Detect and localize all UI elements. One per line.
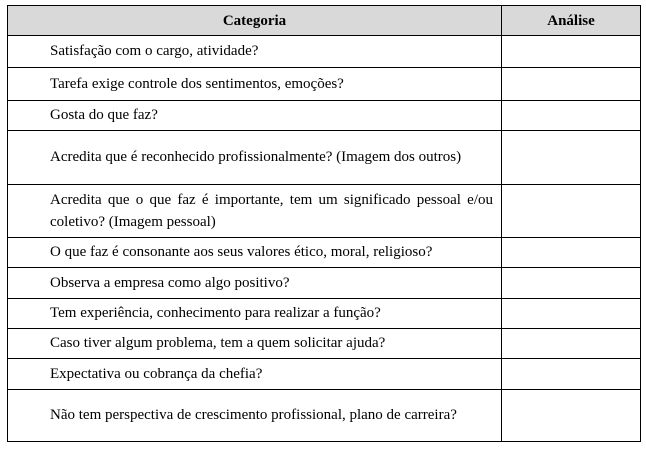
category-cell: Expectativa ou cobrança da chefia? (8, 359, 502, 390)
table-header-row (8, 6, 641, 36)
category-cell: Gosta do que faz? (8, 101, 502, 131)
table-row (8, 299, 641, 329)
table-row (8, 268, 641, 299)
table-row (8, 101, 641, 131)
analysis-cell[interactable] (502, 101, 641, 131)
category-cell: O que faz é consonante aos seus valores ético, moral, religioso? (8, 238, 502, 268)
analysis-cell[interactable] (502, 359, 641, 390)
header-category: Categoria (8, 6, 502, 36)
category-cell: Tarefa exige controle dos sentimentos, emoções? (8, 68, 502, 101)
header-analysis: Análise (502, 6, 641, 36)
category-cell: Observa a empresa como algo positivo? (8, 268, 502, 299)
table-row (8, 36, 641, 68)
analysis-cell[interactable] (502, 131, 641, 185)
analysis-cell[interactable] (502, 36, 641, 68)
category-cell: Não tem perspectiva de crescimento profissional, plano de carreira? (8, 390, 502, 442)
table-row (8, 329, 641, 359)
table-row (8, 238, 641, 268)
table-row (8, 185, 641, 238)
category-cell: Caso tiver algum problema, tem a quem solicitar ajuda? (8, 329, 502, 359)
table-row (8, 359, 641, 390)
analysis-cell[interactable] (502, 299, 641, 329)
analysis-cell[interactable] (502, 268, 641, 299)
analysis-cell[interactable] (502, 238, 641, 268)
analysis-cell[interactable] (502, 185, 641, 238)
category-cell: Tem experiência, conhecimento para realizar a função? (8, 299, 502, 329)
category-cell: Acredita que é reconhecido profissionalmente? (Imagem dos outros) (8, 131, 502, 185)
table-row (8, 131, 641, 185)
analysis-cell[interactable] (502, 390, 641, 442)
category-cell: Acredita que o que faz é importante, tem um significado pessoal e/ou coletivo? (Imagem pessoal) (8, 185, 502, 238)
table-row (8, 390, 641, 442)
table-row (8, 68, 641, 101)
analysis-cell[interactable] (502, 68, 641, 101)
category-analysis-table (7, 5, 641, 442)
category-cell: Satisfação com o cargo, atividade? (8, 36, 502, 68)
analysis-cell[interactable] (502, 329, 641, 359)
